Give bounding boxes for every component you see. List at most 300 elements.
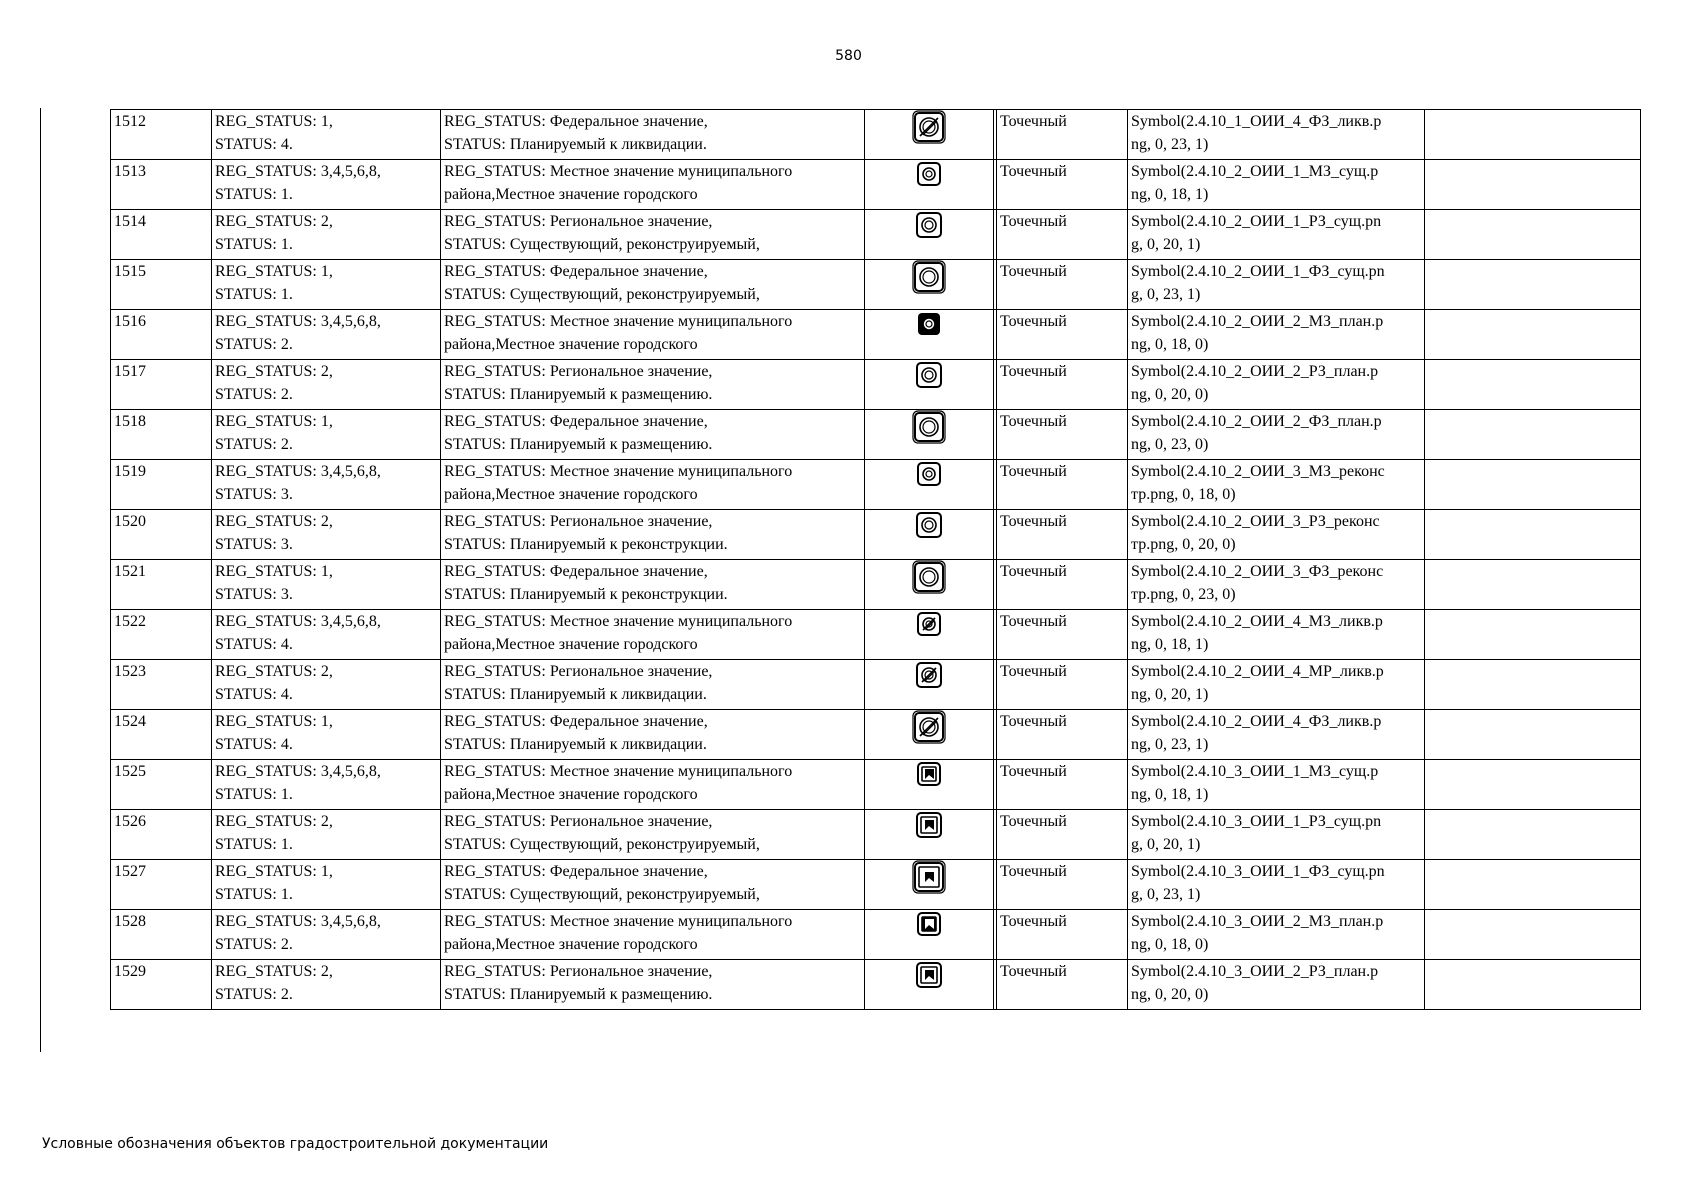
description-line-1: REG_STATUS: Региональное значение, — [444, 663, 713, 680]
reg-status-codes — [212, 910, 441, 960]
object-number — [111, 510, 212, 560]
symbol-definition — [1128, 210, 1425, 260]
status-description — [441, 860, 865, 910]
symbol-definition — [1128, 960, 1425, 1010]
status-description — [441, 460, 865, 510]
table-row — [111, 510, 1641, 560]
local-planned-icon — [868, 310, 990, 338]
reg-status-code-line: REG_STATUS: 3,4,5,6,8, — [215, 613, 381, 630]
reg-status-codes — [212, 660, 441, 710]
geometry-type-text: Точечный — [1000, 863, 1067, 880]
description-line-2: STATUS: Планируемый к реконструкции. — [444, 586, 728, 603]
object-number — [111, 860, 212, 910]
status-code-line: STATUS: 1. — [215, 836, 293, 853]
symbol-definition — [1128, 260, 1425, 310]
symbol-definition-line-1: Symbol(2.4.10_2_ОИИ_2_ФЗ_план.p — [1131, 413, 1382, 430]
object-number-text: 1521 — [114, 563, 146, 580]
status-code-line: STATUS: 1. — [215, 186, 293, 203]
symbol-definition-line-2: тр.png, 0, 18, 0) — [1131, 486, 1236, 503]
symbol-definition-line-1: Symbol(2.4.10_2_ОИИ_3_ФЗ_реконс — [1131, 563, 1384, 580]
table-row — [111, 560, 1641, 610]
geometry-type — [997, 910, 1128, 960]
geometry-type-text: Точечный — [1000, 613, 1067, 630]
object-number-text: 1522 — [114, 613, 146, 630]
status-description — [441, 560, 865, 610]
reg-status-code-line: REG_STATUS: 1, — [215, 413, 333, 430]
empty-cell — [1425, 710, 1641, 760]
status-code-line: STATUS: 3. — [215, 586, 293, 603]
symbol-cell — [865, 360, 994, 410]
regional-reconstruction-icon — [868, 510, 990, 540]
status-description — [441, 910, 865, 960]
object-number — [111, 160, 212, 210]
description-line-1: REG_STATUS: Федеральное значение, — [444, 563, 708, 580]
symbol-cell — [865, 110, 994, 160]
margin-line — [40, 108, 41, 1052]
object-number-text: 1524 — [114, 713, 146, 730]
reg-status-code-line: REG_STATUS: 3,4,5,6,8, — [215, 463, 381, 480]
reg-status-code-line: REG_STATUS: 3,4,5,6,8, — [215, 913, 381, 930]
geometry-type — [997, 160, 1128, 210]
description-line-1: REG_STATUS: Местное значение муниципального — [444, 463, 793, 480]
status-description — [441, 710, 865, 760]
symbol-definition-line-2: ng, 0, 18, 0) — [1131, 936, 1209, 953]
geometry-type — [997, 960, 1128, 1010]
symbol-definition-line-1: Symbol(2.4.10_2_ОИИ_3_МЗ_реконс — [1131, 463, 1385, 480]
symbol-cell — [865, 960, 994, 1010]
local-planned-arrow-icon — [868, 910, 990, 938]
status-code-line: STATUS: 2. — [215, 986, 293, 1003]
table-row — [111, 710, 1641, 760]
geometry-type — [997, 610, 1128, 660]
description-line-2: STATUS: Планируемый к реконструкции. — [444, 536, 728, 553]
object-number — [111, 710, 212, 760]
federal-planned-icon — [868, 410, 990, 444]
status-code-line: STATUS: 4. — [215, 736, 293, 753]
geometry-type-text: Точечный — [1000, 463, 1067, 480]
table-row — [111, 310, 1641, 360]
empty-cell — [1425, 360, 1641, 410]
geometry-type-text: Точечный — [1000, 713, 1067, 730]
symbol-definition — [1128, 910, 1425, 960]
footer-caption: Условные обозначения объектов градостроительной документации — [42, 1136, 549, 1152]
federal-existing-icon — [868, 260, 990, 294]
symbol-definition — [1128, 360, 1425, 410]
symbol-definition — [1128, 310, 1425, 360]
reg-status-codes — [212, 760, 441, 810]
geometry-type — [997, 760, 1128, 810]
geometry-type — [997, 810, 1128, 860]
description-line-2: района,Местное значение городского — [444, 186, 698, 203]
geometry-type — [997, 310, 1128, 360]
symbol-definition-line-1: Symbol(2.4.10_2_ОИИ_2_МЗ_план.p — [1131, 313, 1384, 330]
status-description — [441, 210, 865, 260]
reg-status-code-line: REG_STATUS: 2, — [215, 363, 333, 380]
reg-status-code-line: REG_STATUS: 3,4,5,6,8, — [215, 163, 381, 180]
description-line-1: REG_STATUS: Местное значение муниципального — [444, 763, 793, 780]
object-number — [111, 760, 212, 810]
symbol-definition-line-1: Symbol(2.4.10_2_ОИИ_1_МЗ_сущ.p — [1131, 163, 1379, 180]
symbol-definition-line-2: ng, 0, 18, 0) — [1131, 336, 1209, 353]
description-line-2: STATUS: Планируемый к размещению. — [444, 386, 713, 403]
federal-liquidation-icon — [868, 710, 990, 744]
description-line-2: STATUS: Существующий, реконструируемый, — [444, 236, 760, 253]
empty-cell — [1425, 660, 1641, 710]
status-code-line: STATUS: 3. — [215, 486, 293, 503]
description-line-1: REG_STATUS: Региональное значение, — [444, 213, 713, 230]
status-code-line: STATUS: 2. — [215, 386, 293, 403]
local-existing-arrow-icon — [868, 760, 990, 788]
description-line-1: REG_STATUS: Федеральное значение, — [444, 113, 708, 130]
description-line-2: района,Местное значение городского — [444, 336, 698, 353]
reg-status-code-line: REG_STATUS: 1, — [215, 113, 333, 130]
symbol-cell — [865, 810, 994, 860]
object-number — [111, 210, 212, 260]
empty-cell — [1425, 760, 1641, 810]
empty-cell — [1425, 260, 1641, 310]
symbol-definition-line-1: Symbol(2.4.10_2_ОИИ_2_РЗ_план.p — [1131, 363, 1379, 380]
symbol-definition-line-1: Symbol(2.4.10_3_ОИИ_1_ФЗ_сущ.pn — [1131, 863, 1385, 880]
symbol-definition-line-2: тр.png, 0, 23, 0) — [1131, 586, 1236, 603]
description-line-2: STATUS: Планируемый к ликвидации. — [444, 136, 707, 153]
description-line-2: STATUS: Существующий, реконструируемый, — [444, 886, 760, 903]
reg-status-codes — [212, 960, 441, 1010]
symbol-cell — [865, 160, 994, 210]
status-code-line: STATUS: 2. — [215, 936, 293, 953]
table-row — [111, 810, 1641, 860]
description-line-2: STATUS: Планируемый к размещению. — [444, 436, 713, 453]
regional-planned-arrow-icon — [868, 960, 990, 990]
geometry-type-text: Точечный — [1000, 763, 1067, 780]
status-code-line: STATUS: 1. — [215, 286, 293, 303]
status-description — [441, 110, 865, 160]
description-line-2: STATUS: Планируемый к ликвидации. — [444, 686, 707, 703]
symbol-definition-line-1: Symbol(2.4.10_2_ОИИ_4_МР_ликв.p — [1131, 663, 1384, 680]
geometry-type — [997, 560, 1128, 610]
symbol-definition-line-1: Symbol(2.4.10_3_ОИИ_1_РЗ_сущ.pn — [1131, 813, 1382, 830]
status-description — [441, 360, 865, 410]
symbol-definition-line-1: Symbol(2.4.10_2_ОИИ_3_РЗ_реконс — [1131, 513, 1380, 530]
object-number-text: 1527 — [114, 863, 146, 880]
reg-status-codes — [212, 160, 441, 210]
symbol-definition-line-2: g, 0, 23, 1) — [1131, 886, 1201, 903]
symbol-definition — [1128, 710, 1425, 760]
geometry-type-text: Точечный — [1000, 113, 1067, 130]
status-code-line: STATUS: 1. — [215, 236, 293, 253]
symbol-definition — [1128, 660, 1425, 710]
symbol-definition-line-1: Symbol(2.4.10_3_ОИИ_2_РЗ_план.p — [1131, 963, 1379, 980]
table-row — [111, 610, 1641, 660]
status-code-line: STATUS: 3. — [215, 536, 293, 553]
object-number — [111, 910, 212, 960]
object-number-text: 1513 — [114, 163, 146, 180]
symbol-definition-line-2: ng, 0, 23, 0) — [1131, 436, 1209, 453]
symbol-definition-line-2: ng, 0, 18, 1) — [1131, 636, 1209, 653]
description-line-1: REG_STATUS: Местное значение муниципального — [444, 613, 793, 630]
empty-cell — [1425, 310, 1641, 360]
symbol-cell — [865, 660, 994, 710]
empty-cell — [1425, 210, 1641, 260]
status-description — [441, 960, 865, 1010]
reg-status-code-line: REG_STATUS: 2, — [215, 213, 333, 230]
local-liquidation-icon — [868, 610, 990, 638]
description-line-1: REG_STATUS: Местное значение муниципального — [444, 163, 793, 180]
description-line-1: REG_STATUS: Региональное значение, — [444, 363, 713, 380]
status-code-line: STATUS: 1. — [215, 886, 293, 903]
symbol-definition-line-1: Symbol(2.4.10_2_ОИИ_1_ФЗ_сущ.pn — [1131, 263, 1385, 280]
reg-status-codes — [212, 360, 441, 410]
symbol-definition — [1128, 610, 1425, 660]
local-reconstruction-icon — [868, 460, 990, 488]
description-line-2: STATUS: Существующий, реконструируемый, — [444, 286, 760, 303]
reg-status-code-line: REG_STATUS: 2, — [215, 663, 333, 680]
geometry-type — [997, 660, 1128, 710]
symbol-definition-line-2: ng, 0, 18, 1) — [1131, 186, 1209, 203]
symbol-definition — [1128, 760, 1425, 810]
regional-liquidation-icon — [868, 660, 990, 690]
object-number — [111, 660, 212, 710]
status-description — [441, 410, 865, 460]
object-number — [111, 110, 212, 160]
status-code-line: STATUS: 2. — [215, 336, 293, 353]
symbol-definition-line-1: Symbol(2.4.10_1_ОИИ_4_ФЗ_ликв.p — [1131, 113, 1382, 130]
object-number — [111, 410, 212, 460]
reg-status-code-line: REG_STATUS: 1, — [215, 863, 333, 880]
symbol-definition-line-2: ng, 0, 23, 1) — [1131, 136, 1209, 153]
geometry-type-text: Точечный — [1000, 563, 1067, 580]
symbol-definition — [1128, 810, 1425, 860]
symbol-cell — [865, 560, 994, 610]
symbol-definition-line-1: Symbol(2.4.10_3_ОИИ_2_МЗ_план.p — [1131, 913, 1384, 930]
reg-status-codes — [212, 210, 441, 260]
object-number — [111, 360, 212, 410]
federal-reconstruction-icon — [868, 560, 990, 594]
symbol-definition-line-1: Symbol(2.4.10_2_ОИИ_1_РЗ_сущ.pn — [1131, 213, 1382, 230]
description-line-1: REG_STATUS: Федеральное значение, — [444, 713, 708, 730]
table-row — [111, 960, 1641, 1010]
status-description — [441, 760, 865, 810]
geometry-type — [997, 110, 1128, 160]
symbol-definition-line-2: ng, 0, 20, 1) — [1131, 686, 1209, 703]
symbol-definition-line-2: g, 0, 20, 1) — [1131, 836, 1201, 853]
symbol-definition-line-2: g, 0, 23, 1) — [1131, 286, 1201, 303]
description-line-2: района,Местное значение городского — [444, 936, 698, 953]
symbol-definition — [1128, 510, 1425, 560]
empty-cell — [1425, 810, 1641, 860]
geometry-type — [997, 710, 1128, 760]
status-code-line: STATUS: 1. — [215, 786, 293, 803]
status-description — [441, 810, 865, 860]
symbol-definition — [1128, 410, 1425, 460]
empty-cell — [1425, 510, 1641, 560]
status-description — [441, 310, 865, 360]
symbol-definition — [1128, 460, 1425, 510]
symbol-cell — [865, 910, 994, 960]
geometry-type-text: Точечный — [1000, 213, 1067, 230]
symbol-definition — [1128, 560, 1425, 610]
table-row — [111, 410, 1641, 460]
object-number-text: 1517 — [114, 363, 146, 380]
symbol-cell — [865, 610, 994, 660]
reg-status-codes — [212, 410, 441, 460]
local-existing-icon — [868, 160, 990, 188]
symbol-definition — [1128, 860, 1425, 910]
geometry-type — [997, 260, 1128, 310]
description-line-2: STATUS: Планируемый к размещению. — [444, 986, 713, 1003]
empty-cell — [1425, 160, 1641, 210]
object-number — [111, 610, 212, 660]
table-row — [111, 460, 1641, 510]
empty-cell — [1425, 110, 1641, 160]
symbol-definition-line-2: g, 0, 20, 1) — [1131, 236, 1201, 253]
geometry-type-text: Точечный — [1000, 163, 1067, 180]
symbol-cell — [865, 460, 994, 510]
empty-cell — [1425, 560, 1641, 610]
table-row — [111, 910, 1641, 960]
symbol-cell — [865, 210, 994, 260]
geometry-type-text: Точечный — [1000, 663, 1067, 680]
object-number-text: 1515 — [114, 263, 146, 280]
symbol-cell — [865, 710, 994, 760]
table-row — [111, 210, 1641, 260]
description-line-1: REG_STATUS: Федеральное значение, — [444, 413, 708, 430]
reg-status-code-line: REG_STATUS: 1, — [215, 713, 333, 730]
reg-status-code-line: REG_STATUS: 3,4,5,6,8, — [215, 763, 381, 780]
status-description — [441, 260, 865, 310]
reg-status-codes — [212, 260, 441, 310]
reg-status-codes — [212, 810, 441, 860]
status-code-line: STATUS: 4. — [215, 636, 293, 653]
geometry-type-text: Точечный — [1000, 913, 1067, 930]
empty-cell — [1425, 960, 1641, 1010]
symbol-cell — [865, 510, 994, 560]
reg-status-codes — [212, 860, 441, 910]
description-line-1: REG_STATUS: Местное значение муниципального — [444, 913, 793, 930]
symbol-cell — [865, 410, 994, 460]
object-number — [111, 960, 212, 1010]
status-description — [441, 160, 865, 210]
object-number-text: 1525 — [114, 763, 146, 780]
table-row — [111, 160, 1641, 210]
description-line-1: REG_STATUS: Региональное значение, — [444, 513, 713, 530]
description-line-1: REG_STATUS: Местное значение муниципального — [444, 313, 793, 330]
symbol-definition-line-2: тр.png, 0, 20, 0) — [1131, 536, 1236, 553]
object-number — [111, 310, 212, 360]
object-number-text: 1528 — [114, 913, 146, 930]
reg-status-codes — [212, 310, 441, 360]
description-line-1: REG_STATUS: Региональное значение, — [444, 813, 713, 830]
table-row — [111, 360, 1641, 410]
reg-status-codes — [212, 510, 441, 560]
reg-status-codes — [212, 110, 441, 160]
status-description — [441, 610, 865, 660]
empty-cell — [1425, 410, 1641, 460]
symbol-definition-line-1: Symbol(2.4.10_2_ОИИ_4_ФЗ_ликв.p — [1131, 713, 1382, 730]
federal-liquidation-icon — [868, 110, 990, 144]
geometry-type — [997, 460, 1128, 510]
object-number-text: 1518 — [114, 413, 146, 430]
geometry-type — [997, 210, 1128, 260]
reg-status-code-line: REG_STATUS: 1, — [215, 263, 333, 280]
description-line-1: REG_STATUS: Федеральное значение, — [444, 863, 708, 880]
object-number — [111, 460, 212, 510]
symbol-cell — [865, 310, 994, 360]
reg-status-codes — [212, 460, 441, 510]
description-line-2: района,Местное значение городского — [444, 786, 698, 803]
description-line-2: STATUS: Планируемый к ликвидации. — [444, 736, 707, 753]
symbol-cell — [865, 860, 994, 910]
object-number-text: 1529 — [114, 963, 146, 980]
geometry-type-text: Точечный — [1000, 363, 1067, 380]
object-number-text: 1512 — [114, 113, 146, 130]
reg-status-codes — [212, 560, 441, 610]
empty-cell — [1425, 460, 1641, 510]
geometry-type — [997, 510, 1128, 560]
reg-status-code-line: REG_STATUS: 2, — [215, 963, 333, 980]
empty-cell — [1425, 610, 1641, 660]
reg-status-codes — [212, 610, 441, 660]
object-number-text: 1523 — [114, 663, 146, 680]
geometry-type-text: Точечный — [1000, 813, 1067, 830]
object-number-text: 1516 — [114, 313, 146, 330]
regional-planned-icon — [868, 360, 990, 390]
symbol-definition-line-2: ng, 0, 23, 1) — [1131, 736, 1209, 753]
geometry-type — [997, 410, 1128, 460]
object-number-text: 1520 — [114, 513, 146, 530]
description-line-2: района,Местное значение городского — [444, 636, 698, 653]
object-number-text: 1519 — [114, 463, 146, 480]
status-code-line: STATUS: 2. — [215, 436, 293, 453]
federal-existing-arrow-icon — [868, 860, 990, 894]
description-line-2: района,Местное значение городского — [444, 486, 698, 503]
regional-existing-arrow-icon — [868, 810, 990, 840]
symbol-definition-line-1: Symbol(2.4.10_2_ОИИ_4_МЗ_ликв.p — [1131, 613, 1383, 630]
description-line-1: REG_STATUS: Региональное значение, — [444, 963, 713, 980]
status-description — [441, 510, 865, 560]
geometry-type-text: Точечный — [1000, 413, 1067, 430]
geometry-type — [997, 860, 1128, 910]
symbol-cell — [865, 260, 994, 310]
geometry-type-text: Точечный — [1000, 263, 1067, 280]
description-line-1: REG_STATUS: Федеральное значение, — [444, 263, 708, 280]
object-number-text: 1526 — [114, 813, 146, 830]
object-number — [111, 560, 212, 610]
empty-cell — [1425, 860, 1641, 910]
table-row — [111, 110, 1641, 160]
table-row — [111, 760, 1641, 810]
geometry-type — [997, 360, 1128, 410]
status-description — [441, 660, 865, 710]
symbol-definition-line-2: ng, 0, 20, 0) — [1131, 386, 1209, 403]
reg-status-code-line: REG_STATUS: 1, — [215, 563, 333, 580]
page-number: 580 — [835, 48, 862, 64]
geometry-type-text: Точечный — [1000, 313, 1067, 330]
legend-table — [110, 109, 1641, 1010]
symbol-definition-line-1: Symbol(2.4.10_3_ОИИ_1_МЗ_сущ.p — [1131, 763, 1379, 780]
symbol-definition-line-2: ng, 0, 18, 1) — [1131, 786, 1209, 803]
reg-status-codes — [212, 710, 441, 760]
symbol-definition-line-2: ng, 0, 20, 0) — [1131, 986, 1209, 1003]
geometry-type-text: Точечный — [1000, 513, 1067, 530]
table-row — [111, 660, 1641, 710]
table-row — [111, 260, 1641, 310]
regional-existing-icon — [868, 210, 990, 240]
symbol-definition — [1128, 160, 1425, 210]
reg-status-code-line: REG_STATUS: 3,4,5,6,8, — [215, 313, 381, 330]
reg-status-code-line: REG_STATUS: 2, — [215, 813, 333, 830]
status-code-line: STATUS: 4. — [215, 136, 293, 153]
table-row — [111, 860, 1641, 910]
